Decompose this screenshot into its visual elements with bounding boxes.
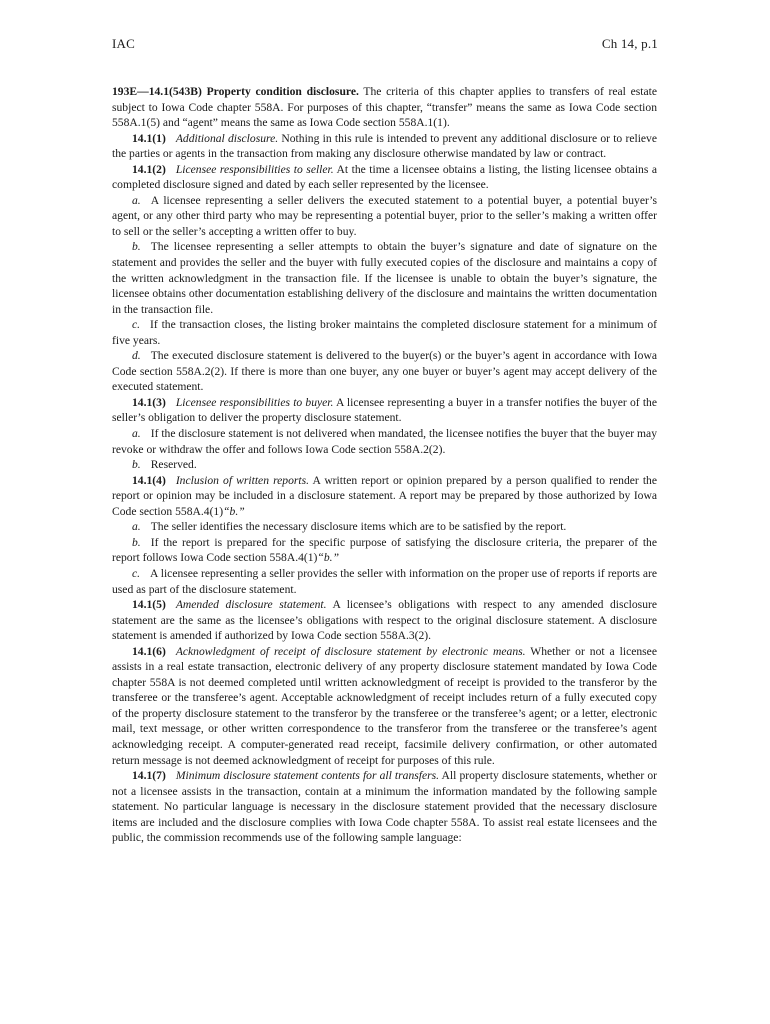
subrule-text: Nothing in this rule is intended to prevent any additional disclosure or to relieve the parties or agents in the transaction from making any disclosure otherwise mandated by law or contract. <box>112 131 658 161</box>
subrule-6 <box>112 644 657 768</box>
subrule-text: A written report or opinion prepared by a person qualified to render the report or opinion may be included in a disclosure statement. A report may be prepared by those authorized by Iowa Code section 558A.4(1) <box>112 473 657 518</box>
subrule-text: All property disclosure statements, whether or not a licensee assists in the transaction, contain at a minimum the information mandated by the following sample statement. No particular language is necessary in the disclosure statement provided that the necessary disclosure items are included and the disclosure complies with Iowa Code chapter 558A. To assist real estate licensees and the public, the commission recommends use of the following sample language: <box>112 769 657 845</box>
subrule-number: 14.1(5) <box>132 598 166 612</box>
paragraph-label: a. <box>132 520 141 534</box>
subrule-number: 14.1(6) <box>132 644 166 658</box>
subrule-7 <box>112 768 657 846</box>
paragraph-text: If the transaction closes, the listing broker maintains the completed disclosure statement for a minimum of five years. <box>112 318 657 347</box>
rule-title: Property condition disclosure. <box>206 85 359 98</box>
subrule-1 <box>112 131 657 162</box>
paragraph-text: A licensee representing a seller provides the seller with information on the proper use of reports if reports are used as part of the disclosure statement. <box>112 566 657 596</box>
subrule-number: 14.1(7) <box>132 769 166 783</box>
running-header-right: Ch 14, p.1 <box>601 36 658 51</box>
subrule-title: Additional disclosure. <box>175 131 279 145</box>
paragraph-label: b. <box>132 240 141 254</box>
paragraph-4b <box>112 535 657 566</box>
rule-number: 193E—14.1(543B) <box>112 85 202 98</box>
paragraph-text: If the report is prepared for the specific purpose of satisfying the disclosure criteria, the preparer of the report follows Iowa Code section 558A.4(1) <box>112 535 657 565</box>
subrule-text: Whether or not a licensee assists in a real estate transaction, electronic delivery of any property disclosure statement mandated by Iowa Code chapter 558A is not deemed completed until written acknowledgment of receipt is provided to the transferor by the transferee or the transferee’s agent. Acceptable acknowledgment of receipt includes return of a fully executed copy of the property disclosure statement to the transferor by the transferee or the transferee’s agent; or a letter, electronic mail, text message, or other written correspondence to the transferor from the transferee or the transferee’s agent acknowledging receipt. A computer-generated read receipt, facsimile delivery confirmation, or other automated return message is not deemed acknowledgment of receipt for purposes of this rule. <box>112 644 657 767</box>
paragraph-reference: “b.” <box>317 551 340 565</box>
subrule-5 <box>112 597 657 644</box>
paragraph-text: The seller identifies the necessary disclosure items which are to be satisfied by the report. <box>150 520 567 534</box>
paragraph-label: c. <box>132 318 141 332</box>
paragraph-3b <box>112 457 657 473</box>
subrule-title: Minimum disclosure statement contents for all transfers. <box>175 769 440 783</box>
paragraph-text: A licensee representing a seller delivers the executed statement to a potential buyer, a potential buyer’s agent, or any other third party who may be representing a potential buyer, prior to the seller’s making a written offer to sell or the seller’s accepting a written offer to buy. <box>112 193 657 238</box>
paragraph-label: d. <box>132 349 141 363</box>
subrule-3 <box>112 395 657 426</box>
paragraph-text: Reserved. <box>150 458 197 472</box>
subrule-title: Licensee responsibilities to seller. <box>175 162 334 176</box>
paragraph-label: b. <box>132 535 141 549</box>
subrule-text: A licensee’s obligations with respect to any amended disclosure statement are the same as the licensee’s obligations with respect to the original disclosure statement. A disclosure statement is amended if authorized by Iowa Code section 558A.3(2). <box>112 598 657 643</box>
paragraph-3a <box>112 426 657 457</box>
paragraph-text: If the disclosure statement is not delivered when mandated, the licensee notifies the buyer that the buyer may revoke or withdraw the offer and follows Iowa Code section 558A.2(2). <box>112 427 657 456</box>
subrule-number: 14.1(1) <box>132 131 166 145</box>
subrule-number: 14.1(2) <box>132 162 166 176</box>
rule-text: The criteria of this chapter applies to transfers of real estate subject to Iowa Code chapter 558A. For purposes of this chapter, “transfer” means the same as Iowa Code section 558A.1(5) and “agent” means the same as Iowa Code section 558A.1(1). <box>112 85 657 130</box>
paragraph-label: b. <box>132 458 141 472</box>
subrule-2 <box>112 162 657 193</box>
subrule-title: Acknowledgment of receipt of disclosure statement by electronic means. <box>175 644 526 658</box>
subrule-text: A licensee representing a buyer in a transfer notifies the buyer of the seller’s obligation to deliver the property disclosure statement. <box>112 395 657 425</box>
subrule-title: Licensee responsibilities to buyer. <box>175 395 334 409</box>
subrule-text: At the time a licensee obtains a listing, the listing licensee obtains a completed disclosure signed and dated by each seller represented by the licensee. <box>112 162 657 192</box>
paragraph-2b <box>112 239 657 317</box>
subrule-number: 14.1(3) <box>132 395 166 409</box>
subrule-number: 14.1(4) <box>132 473 166 487</box>
paragraph-label: a. <box>132 193 141 207</box>
paragraph-2c <box>112 317 657 348</box>
subrule-title: Amended disclosure statement. <box>175 598 327 612</box>
paragraph-4c <box>112 566 657 597</box>
subrule-reference: “b.” <box>223 504 245 518</box>
subrule-4 <box>112 473 657 520</box>
paragraph-label: a. <box>132 427 141 441</box>
paragraph-2d <box>112 348 657 395</box>
document-body <box>112 84 657 846</box>
subrule-title: Inclusion of written reports. <box>175 473 310 487</box>
paragraph-text: The licensee representing a seller attempts to obtain the buyer’s signature and date of signature on the statement and provides the seller and the buyer with fully executed copies of the disclosure and maintains a copy of the written acknowledgment in the transaction file. If the licensee is unable to obtain the buyer’s signature, the licensee obtains other documentation establishing delivery of the disclosure and maintains the written documentation in the transaction file. <box>112 240 657 316</box>
paragraph-2a <box>112 193 657 240</box>
paragraph-text: The executed disclosure statement is delivered to the buyer(s) or the buyer’s agent in accordance with Iowa Code section 558A.2(2). If there is more than one buyer, any one buyer or buyer’s agent may accept delivery of the executed statement. <box>112 349 657 394</box>
paragraph-label: c. <box>132 566 141 580</box>
running-header-left: IAC <box>112 36 135 51</box>
paragraph-4a <box>112 519 657 535</box>
rule-paragraph <box>112 84 657 131</box>
